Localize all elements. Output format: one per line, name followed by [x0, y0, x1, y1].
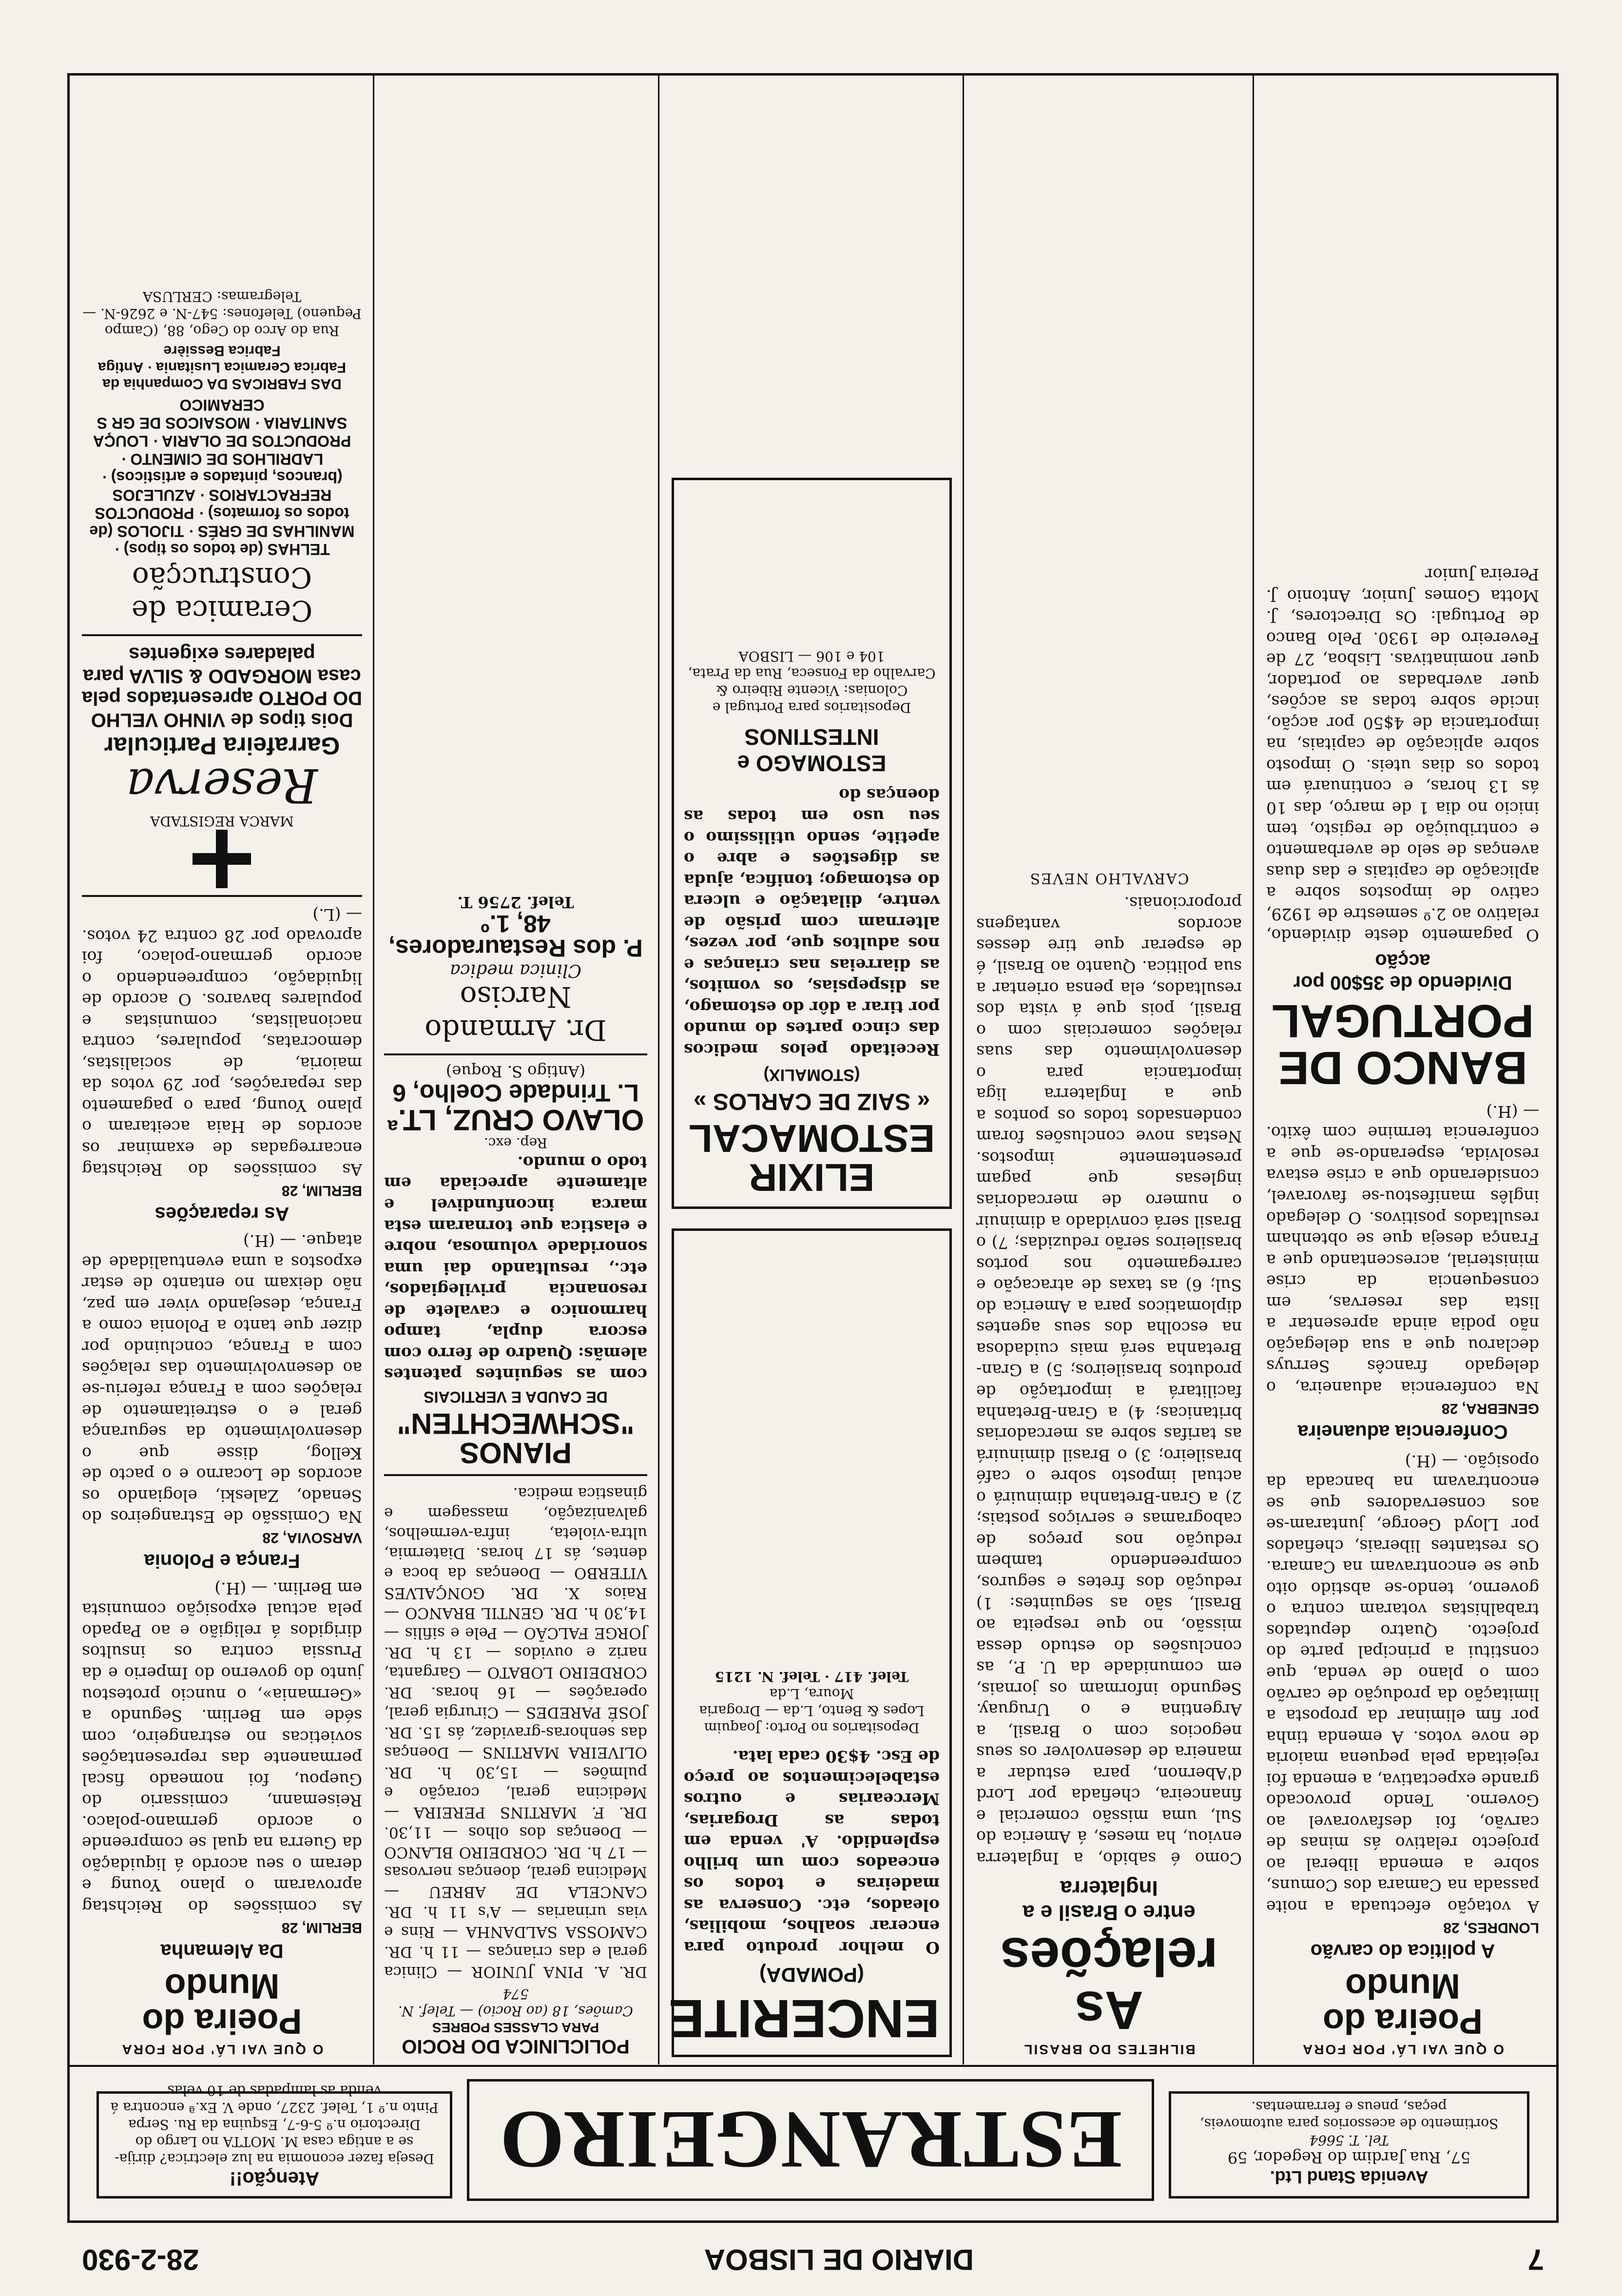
clinic-title: POLICLINICA DO ROCIO [402, 2036, 630, 2057]
section-title: ESTRANGEIRO [499, 2094, 1122, 2186]
ad-address: 57, Rua Jardim do Regedor, 59 [1227, 2148, 1471, 2167]
doctor-address: P. dos Restauradores, 48, 1.º [388, 910, 643, 962]
ad-text: O melhor produto para encerar soalhos, mobilias, oleados, etc. Conserva as madeiras e todos os enceados com um brilho esplendido. A' venda em todas as Drogarias, Mercearias e outros estabelecimentos ao preço de Esc. 4$30 cada lata. [684, 1747, 940, 1957]
section-heading: França e Polonia [144, 1550, 300, 1572]
ad-phone: Tel. T. 5664 [1309, 2132, 1389, 2148]
article-text: Como é sabido, a Inglaterra enviou, ha meses, á America do Sul, uma missão comercial e financeira, chefiada por Lord d'Abernon, para estudar a maneira de desenvolver os seus negocios com o Brasil, a Argentina e o Uruguay. Segundo informam os jornais, em comunidade da U. P., as conclusões do estudo dessa missão, no que respeita ao Brasil, são as seguintes: 1) redução dos fretes e seguros, compreendendo tambem redução nos preços de cabogramas e serviços postais; 2) a Gran-Bretanha diminuirá o actual imposto sobre o café brasileiro; 3) o Brasil diminuirá as tarifas sobre as mercadorias britanicas; 4) a Gran-Bretanha facilitará a importação de produtos brasileiros; 5) a Gran-Bretanha será mais cuidadosa na escolha dos seus agentes diplomaticos para a America do Sul; 6) as taxas de atracação e carregamento nos portos brasileiros serão reduzidas; 7) o Brasil será convidado a diminuir o numero de mercadorias inglesas que pagam presentemente impostos. Nestas nove conclusões foram condensados todos os pontos a que a Inglaterra liga importancia para o desenvolvimento das suas relações comerciais com o Brasil, pois que á vista dos resultados, ela pensa orientar a sua politica. Quanto ao Brasil, é de esperar que tire desses acordos vantagens proporcionais. [976, 894, 1242, 1868]
section-heading: Da Alemanha [160, 1940, 284, 1962]
column-rule [658, 76, 659, 2064]
doctor-specialty: Clinica medica [450, 960, 581, 981]
dateline: BERLIM, 28 [281, 1182, 362, 1199]
section-heading: Conferencia aduaneira [1297, 1420, 1508, 1442]
column-kicker: O QUE VAI LÁ' POR FORA [120, 2042, 324, 2057]
ad-title: Ceramica de Construcção [131, 561, 313, 628]
rule [384, 1053, 647, 1055]
column-ads-1 [668, 83, 952, 2057]
ad-text: Deseja fazer economia na luz electrica? dirija-se a antiga casa M. MOTTA no Largo do Directorio n.º 5-6-7, Esquina da Ru. Serpa Pinto n.º 1, Telef. 2327, onde V. Ex.ª encontra á venda as lampadas de 10 velas [110, 2082, 439, 2167]
article-subtitle: entre o Brasil e a Inglaterra [1023, 1876, 1196, 1925]
column-ads-2 [384, 83, 647, 2057]
rule [82, 895, 362, 897]
article-text: Na conferencia aduaneira, o delegado francês Serruys declarou que a sua delegação não podia ainda apresentar a lista das reservas, em consequencia da crise ministerial, acrescentando que a França deseja que se obtenham resultados positivos. O delegado inglês manifestou-se favoravel, considerando que a crise estava resolvida, esperando-se que a conferencia termine com êxito. — (H.) [1266, 1102, 1539, 1397]
ad-text: com as seguintes patentes alemãs: Quadro de ferro com escora dupla, tampo harmonico e cavalete de resonancia privilegiados, etc., resultando dai uma sonoridade volumosa, nobre e elastica que tornaram esta marca inconfundivel e altamente apreciada em todo o mundo. [384, 1152, 647, 1384]
ad-agents: Depositarios no Porto: Joaquim Lopes & Bento, L.da — Drogaria Moura, L.da [699, 1685, 925, 1736]
column-rule [373, 76, 374, 2064]
brand-name: Garrafeira Particular [104, 732, 340, 760]
paper-name: DIARIO DE LISBOA [704, 2243, 974, 2276]
ad-phones: Telef. 417 · Telef. N. 1215 [714, 1668, 909, 1685]
section-banner [467, 2079, 1154, 2201]
trademark-label: MARCA REGISTADA [150, 813, 294, 830]
column-kicker: O QUE VAI LÁ' POR FORA [1301, 2042, 1504, 2057]
column-title: Poeira do Mundo [142, 1966, 302, 2041]
bank-title: BANCO DE PORTUGAL [1271, 995, 1534, 1094]
ad-encerite [668, 1228, 952, 2057]
article-title: As relações [1000, 1926, 1218, 2040]
doctor-phone: Telef. 2756 T. [457, 893, 574, 912]
section-heading: A politica do carvão [1310, 1940, 1495, 1962]
ad-title: ENCERITE [668, 1988, 940, 2048]
ad-atencao [97, 2082, 452, 2199]
rule [82, 634, 362, 636]
column-kicker: BILHETES DO BRASIL [1023, 2042, 1196, 2057]
article-text: As comissões do Reichstag encarregadas de examinar os acordos de Haia aceitaram o plano Young, para o pagamento das reparações, por 29 votos da maioria, de socialistas, democratas, populares, contra nacionalistas, comunistas e populares bavaros. O acordo de liquidação, compreendendo o acordo germano-polaco, foi aprovado por 28 contra 24 votos. — (L.) [82, 905, 362, 1179]
article-text: As comissões do Reichstag aprovaram o plano Young e deram o seu acordo á liquidação da Guerra na qual se compreende o acordo germano-polaco. Reisemann, comissario do Guepou, foi nomeado fiscal permanente das representações sovieticas no estrangeiro, com séde em Berlim. Segundo a «Germania», o nuncio protestou junto do governo do Imperio e da Prussia contra os insultos dirigidos á religião e ao Papado pela actual exposição comunista em Berlim. — (H.) [82, 1578, 362, 1916]
clinic-doctors: DR. A. PINA JUNIOR — Clinica geral e das crianças — 11 h. DR. CAMOSSA SALDANHA — Rins e vias urinarias — A's 11 h. DR. CANCELA DE ABREU — Medicina geral, doenças nervosas — 17 h. DR. CORDEIRO BLANCO — Doenças dos olhos — 11,30. DR. F. MARTINS PEREIRA — Medicina geral, coração e pulmões — 15,30 h. DR. OLIVEIRA MARTINS — Doenças das senhoras-gravidez, ás 15. DR. JOSÉ PAREDES — Cirurgia geral, operações — 16 horas. DR. CORDEIRO LOBATO — Garganta, nariz e ouvidos — 13 h. DR. JORGE FALCÃO — Pele e sifilis — 14,30 h. DR. GENTIL BRANCO — Raios X. DR. GONÇALVES VITERBO — Doenças da boca e dentes, ás 17 horas. Diatermia, ultra-violeta, infra-vermelhos, galvanização, massagem e ginastica medica. [384, 1484, 647, 1981]
rule [384, 1474, 647, 1476]
ad-text: Receitado pelos medicos das cinco partes do mundo por tirar a dôr do estomago, as dispepsias, os vomitos, as diarreias nas crianças e nos adultos que, por vezes, alternam com prisão de ventre, dilatação e ulcera do estomago; tonifica, ajuda as digestões e abre o apetite, sendo utilissimo o seu uso em todas as doenças do [684, 785, 940, 1059]
ad-subtitle: « SAIZ DE CARLOS » [693, 1089, 930, 1114]
clinic-address: Camões, 18 (ao Rocio) — Telef. N. 574 [398, 1986, 633, 2019]
ad-text: Sortimento de acessorios para automoveis, peças, pneus e ferramentas. [1199, 2099, 1499, 2132]
bank-subtitle: Dividendo de 35$00 por acção [1293, 950, 1512, 994]
ad-subtitle-2: (STOMALIX) [763, 1066, 860, 1084]
ad-factories: DAS FABRICAS DA Companhia da Fabrica Ceramica Lusitania · Antiga Fabrica Bessière [97, 343, 347, 392]
ad-address-2: (Antigo S. Roque) [445, 1062, 586, 1081]
ad-title: ELIXIR ESTOMACAL [688, 1117, 935, 1199]
ad-tag: ESTOMAGO e INTESTINOS [737, 724, 887, 776]
ad-title: Atenção!! [229, 2168, 320, 2189]
bank-notice: O pagamento deste dividendo, relativo ao 2.º semestre de 1929, cativo de impostos sobre a aplicação de capitais e das duas avenças de selo de averbamento e contribuição de registo, tem inicio no dia 1 de março, das 10 ás 13 horas, e continuará em todos os dias uteis. O imposto sobre aplicação de capitais, na importancia de 4$50 por acção, incide sobre todas as acções, quer averbadas ao portador, quer nominativas. Lisboa, 27 de Fevereiro de 1930. Pelo Banco de Portugal: Os Directores, J. Motta Gomes Junior, Antonio J. Pereira Junior [1266, 565, 1539, 945]
column-rule [963, 76, 964, 2064]
ad-address: Rua do Arco do Cego, 88, (Campo Pequeno) Telefones: 547-N. e 2626-N. — Telegramas: CERLUSA [82, 289, 362, 339]
ad-elixir [672, 478, 952, 1209]
ad-text: Dois tipos de VINHO VELHO DO PORTO apresentados pela casa MORGADO & SILVA para paladares exigentes [82, 643, 362, 731]
page-number: 7 [1527, 2243, 1544, 2276]
ad-avenida-stand [1169, 2091, 1529, 2199]
section-heading: As reparações [154, 1203, 290, 1225]
column-poeira-1 [1266, 83, 1539, 2057]
ad-subtitle: DE CAUDA E VERTICAIS [424, 1388, 608, 1406]
folio [67, 2238, 1559, 2277]
article-text: Na Comissão de Estrangeiros do Senado, Zaleski, elogiando os acordos de Locarno e o pacto de Kellog, disse que o desenvolvimento da segurança geral e o estreitamento de relações com a França referiu-se ao desenvolvimento das relações com a França, concluindo por dizer que tanto a Polonia como a França, desejando viver em paz, não deixam no entanto de estar expostos a uma eventualidade de ataque. — (H.) [82, 1231, 362, 1527]
dateline: VARSOVIA, 28 [262, 1530, 362, 1546]
brand-logo: Reserva [126, 758, 318, 813]
ad-company: OLAVO CRUZ, LT.ª [387, 1104, 644, 1137]
column-poeira-2 [82, 83, 362, 2057]
dateline: LONDRES, 28 [1443, 1920, 1539, 1936]
clinic-subtitle: PARA CLASSES POBRES [432, 2020, 599, 2035]
doctor-name: Dr. Armando Narciso [425, 980, 607, 1047]
column-title: Poeira do Mundo [1322, 1966, 1483, 2041]
issue-date: 28-2-930 [82, 2243, 199, 2276]
rule [67, 2065, 1559, 2067]
ad-items: TELHAS (de todos os tipos) · MANILHAS DE GRÉS · TIJOLOS (de todos os formatos) · PRODUCTOS REFRACTARIOS · AZULEJOS (brancos, pintados e artisticos) · LADRILHOS DE CIMENTO · PRODUCTOS DE OLARIA · LOUÇA SANITARIA · MOSAICOS DE GR S CERAMICO [89, 396, 355, 559]
ad-rep: Rep. exc. [483, 1135, 548, 1151]
ad-address: L. Trindade Coelho, 6 [392, 1079, 639, 1107]
ad-title: PIANOS "SCHWECHTEN" [397, 1407, 635, 1470]
dateline: BERLIM, 28 [281, 1920, 362, 1936]
article-text: A votação efectuada a noite passada na Camara dos Comuns, sobre a emenda liberal ao projecto relativo ás minas de carvão, foi desfavoravel ao Governo. Tendo provocado grande expectativa, a emenda foi rejeitada pela pequena maioria de nove votos. A emenda tinha por fim eliminar da proposta a limitação da produção de carvão com o plano de venda, que constitui a principal parte do projecto. Quatro deputados trabalhistas votaram contra o governo, tendo-se abstido oito que se encontravam na Camara. Os restantes liberais, chefiados por Lloyd George, juntaram-se aos conservadores que se encontravam na bancada da oposição. — (H.) [1266, 1451, 1539, 1916]
ad-agents: Depositarios para Portugal e Colonias: Vicente Ribeiro & Carvalho da Fonseca, Rua da Prata, 104 e 106 — LISBOA [688, 648, 936, 716]
ad-subtitle: (POMADA) [759, 1964, 864, 1986]
maltese-cross-icon [193, 830, 251, 888]
ad-name: Avenida Stand Ltd. [1270, 2167, 1429, 2187]
signature: CARVALHO NEVES [1029, 869, 1189, 887]
dateline: GENEBRA, 28 [1441, 1400, 1539, 1417]
column-bilhetes [976, 83, 1242, 2057]
column-rule [1253, 76, 1254, 2064]
